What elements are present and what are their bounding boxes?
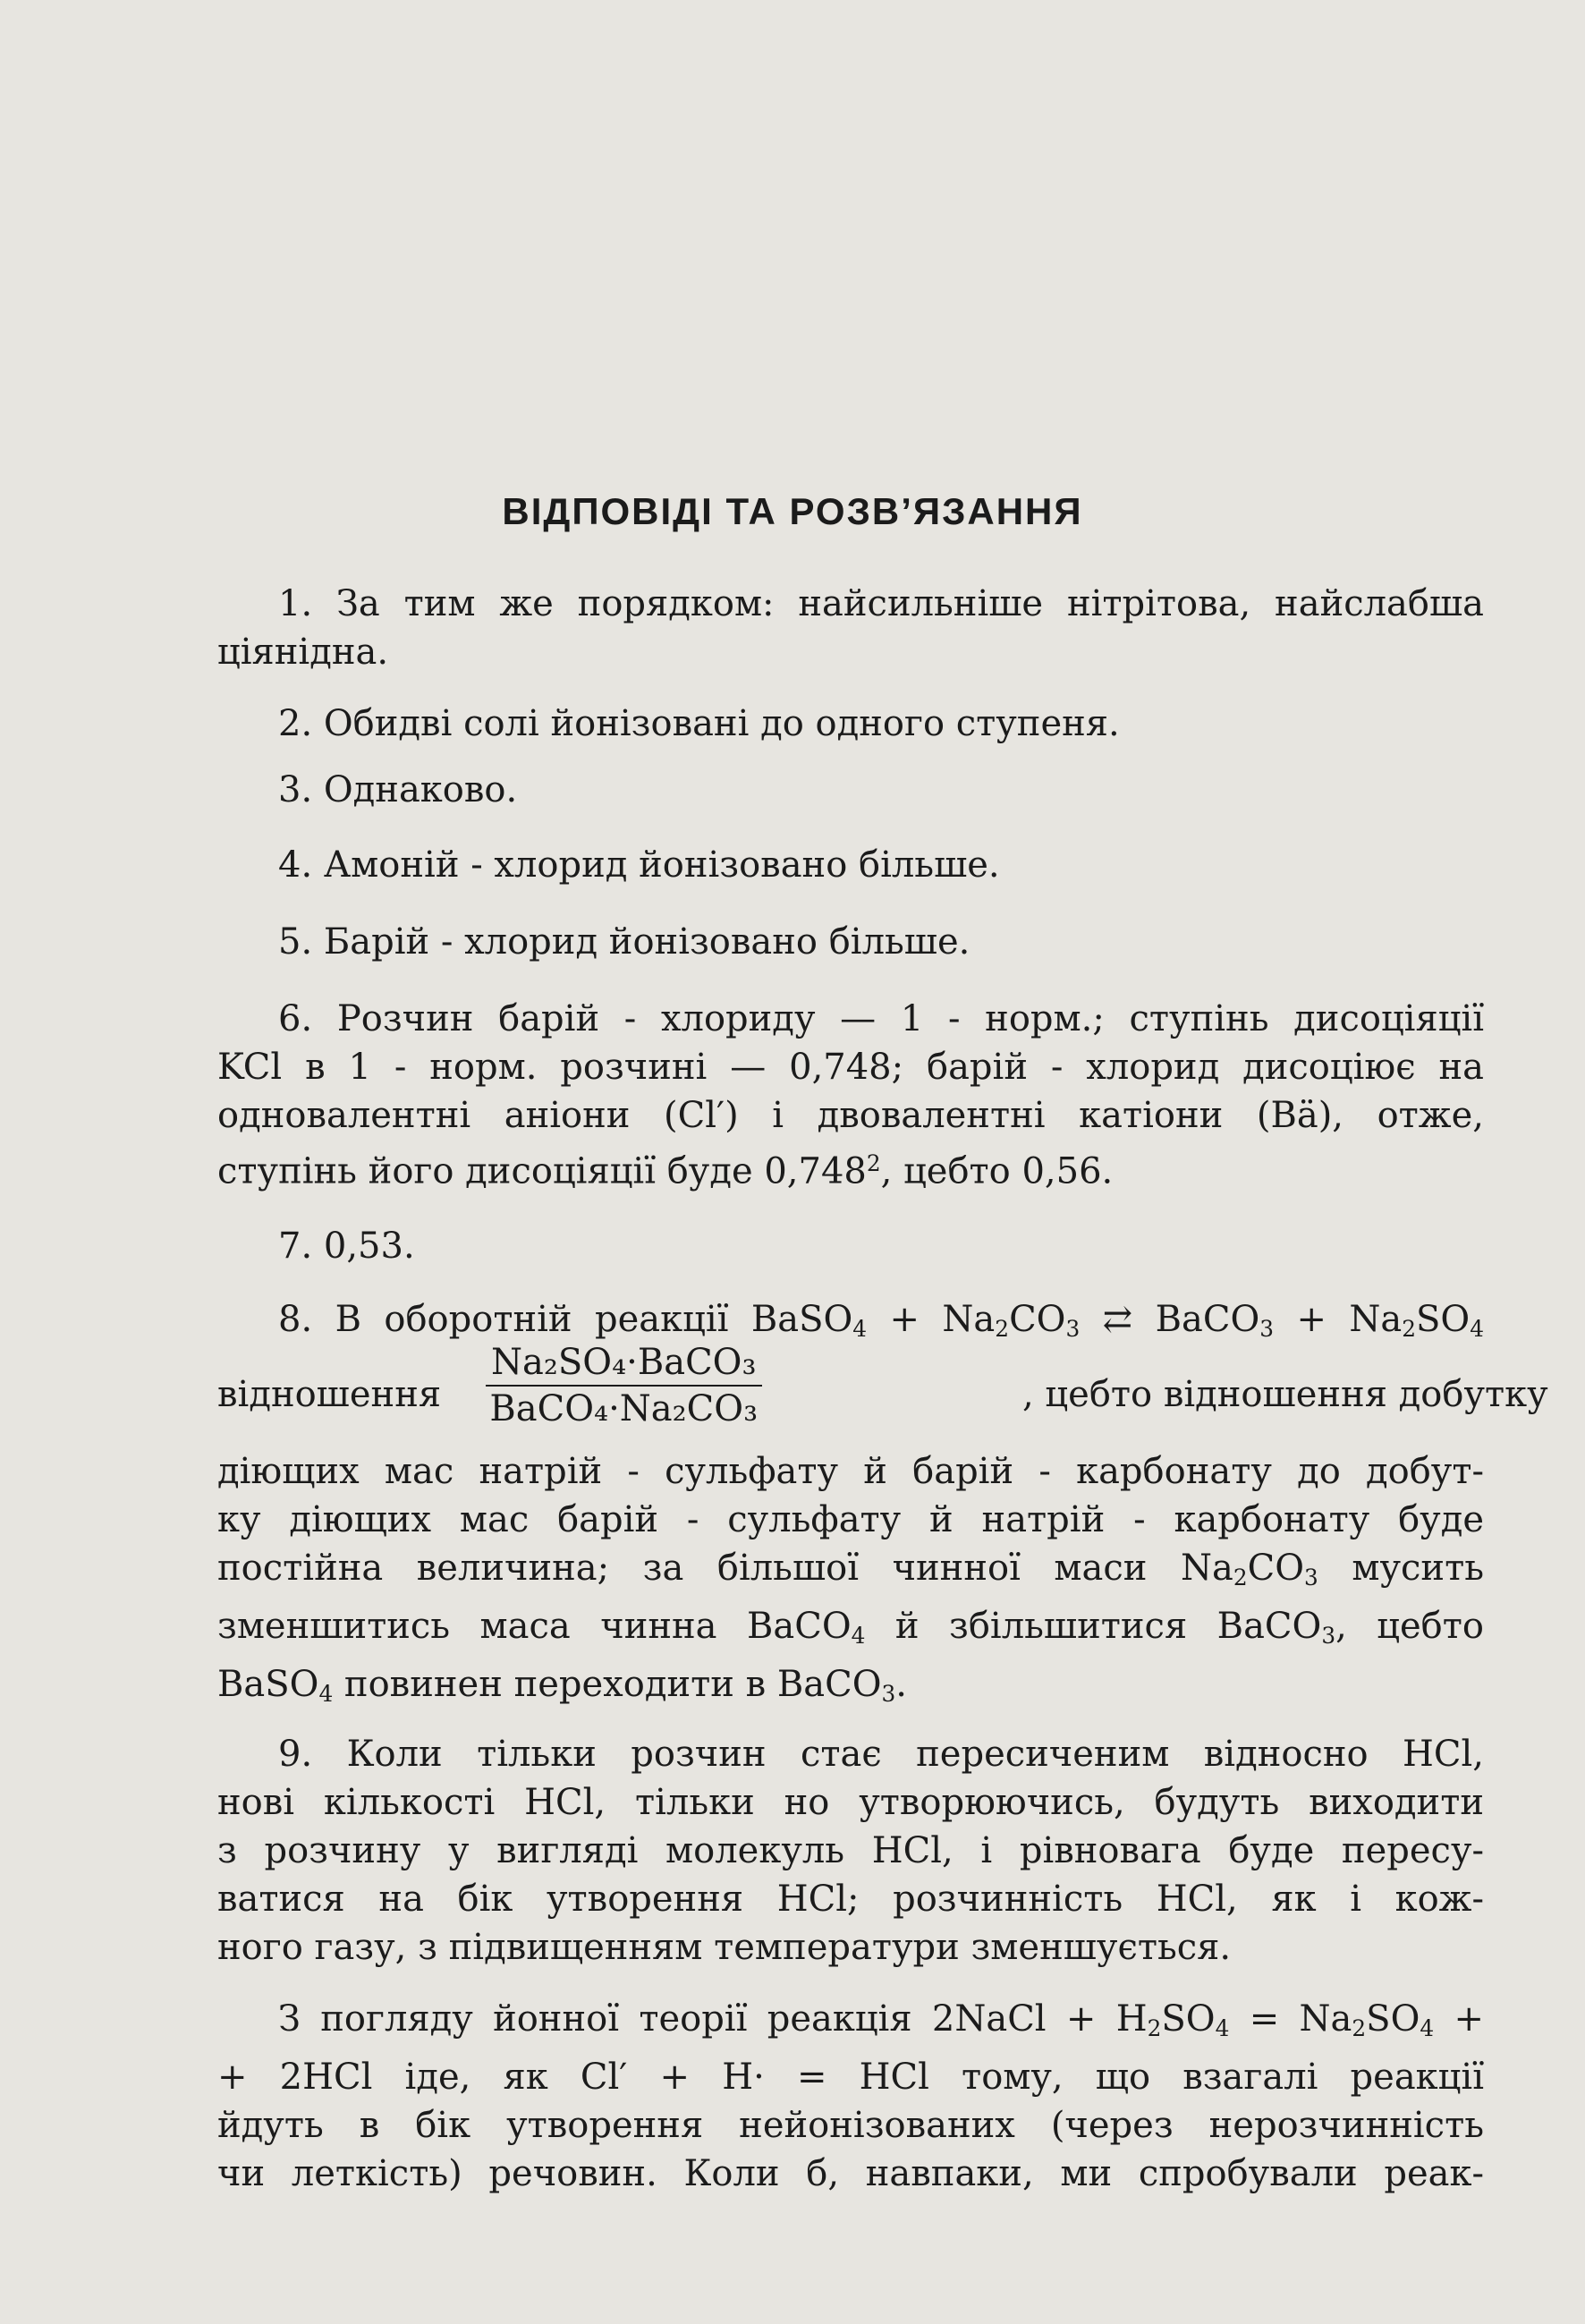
- text-line: ного газу, з підвищенням температури зменшується.: [217, 1927, 1232, 1968]
- text-line: 1. За тим же порядком: найсильніше нітрітова, найслабша: [278, 583, 1484, 624]
- text-line: з розчину у вигляді молекуль HCl, і рівновага буде пересу-: [217, 1830, 1484, 1871]
- text-line: зменшитись маса чинна BaCO$_4$ й збільшитися BaCO$_3$, цебто: [217, 1606, 1484, 1650]
- text-line: діющих мас натрій - сульфату й барій - карбонату до добут-: [217, 1451, 1484, 1492]
- answer-9: [217, 1730, 1484, 1972]
- ratio-line: [217, 1342, 1548, 1442]
- page-title: ВІДПОВІДІ ТА РОЗВ’ЯЗАННЯ: [502, 490, 1083, 532]
- text-line: BaSO$_4$ повинен переходити в BaCO$_3$.: [217, 1664, 907, 1708]
- answer-5: 5. Барій - хлорид йонізовано більше.: [278, 921, 970, 963]
- text-line: йдуть в бік утворення нейонізованих (через нерозчинність: [217, 2105, 1484, 2147]
- answer-2: 2. Обидві солі йонізовані до одного ступеня.: [278, 703, 1120, 744]
- fraction-numerator: Na₂SO₄·BaCO₃: [486, 1342, 762, 1387]
- text-line: нові кількості HCl, тільки но утворюючись, будуть виходити: [217, 1782, 1484, 1823]
- text-line: ціянідна.: [217, 632, 389, 673]
- text-line: 6. Розчин барій - хлориду — 1 - норм.; ступінь дисоціяції: [278, 998, 1484, 1039]
- text-fragment: , цебто відношення добутку: [1022, 1374, 1548, 1415]
- text-line: + 2HCl іде, як Cl′ + H· = HCl тому, що взагалі реакції: [217, 2057, 1484, 2099]
- text-line: ватися на бік утворення HCl; розчинність HCl, як і кож-: [217, 1879, 1484, 1920]
- text-line: одновалентні аніони (Cl′) і двовалентні катіони (Bä), отже,: [217, 1095, 1484, 1136]
- answer-7: 7. 0,53.: [278, 1226, 415, 1267]
- answer-4: 4. Амоній - хлорид йонізовано більше.: [278, 844, 1000, 886]
- text-line: постійна величина; за більшої чинної маси $Na_2CO_3$ мусить: [217, 1548, 1484, 1591]
- reaction-equation: 8. В оборотній реакції BaSO$_4$ + $Na_2CO_3$ ⇄ BaCO$_3$ + $Na_2SO_4$: [278, 1299, 1484, 1343]
- text-line: KCl в 1 - норм. розчині — 0,748; барій - хлорид дисоціює на: [217, 1047, 1484, 1088]
- ionic-theory-paragraph: [217, 1995, 1484, 2198]
- answer-6: [217, 995, 1484, 1196]
- answer-8-body: [217, 1447, 1484, 1719]
- text-fragment: відношення: [217, 1374, 442, 1415]
- text-line: З погляду йонної теорії реакція 2NaCl + $H_2SO_4 = Na_2SO_4$ +: [278, 1998, 1484, 2042]
- text-line: ку діющих мас барій - сульфату й натрій - карбонату буде: [217, 1499, 1484, 1540]
- text-line: ступінь його дисоціяції буде 0,748$^2$, цебто 0,56.: [217, 1150, 1114, 1192]
- answer-3: 3. Однаково.: [278, 769, 518, 810]
- answer-1: [217, 580, 1484, 676]
- text-line: чи леткість) речовин. Коли б, навпаки, ми спробували реак-: [217, 2153, 1484, 2195]
- text-line: 9. Коли тільки розчин стає пересиченим відносно HCl,: [278, 1734, 1484, 1775]
- fraction-denominator: BaCO₄·Na₂CO₃: [489, 1388, 759, 1429]
- mass-ratio-fraction: [486, 1342, 762, 1429]
